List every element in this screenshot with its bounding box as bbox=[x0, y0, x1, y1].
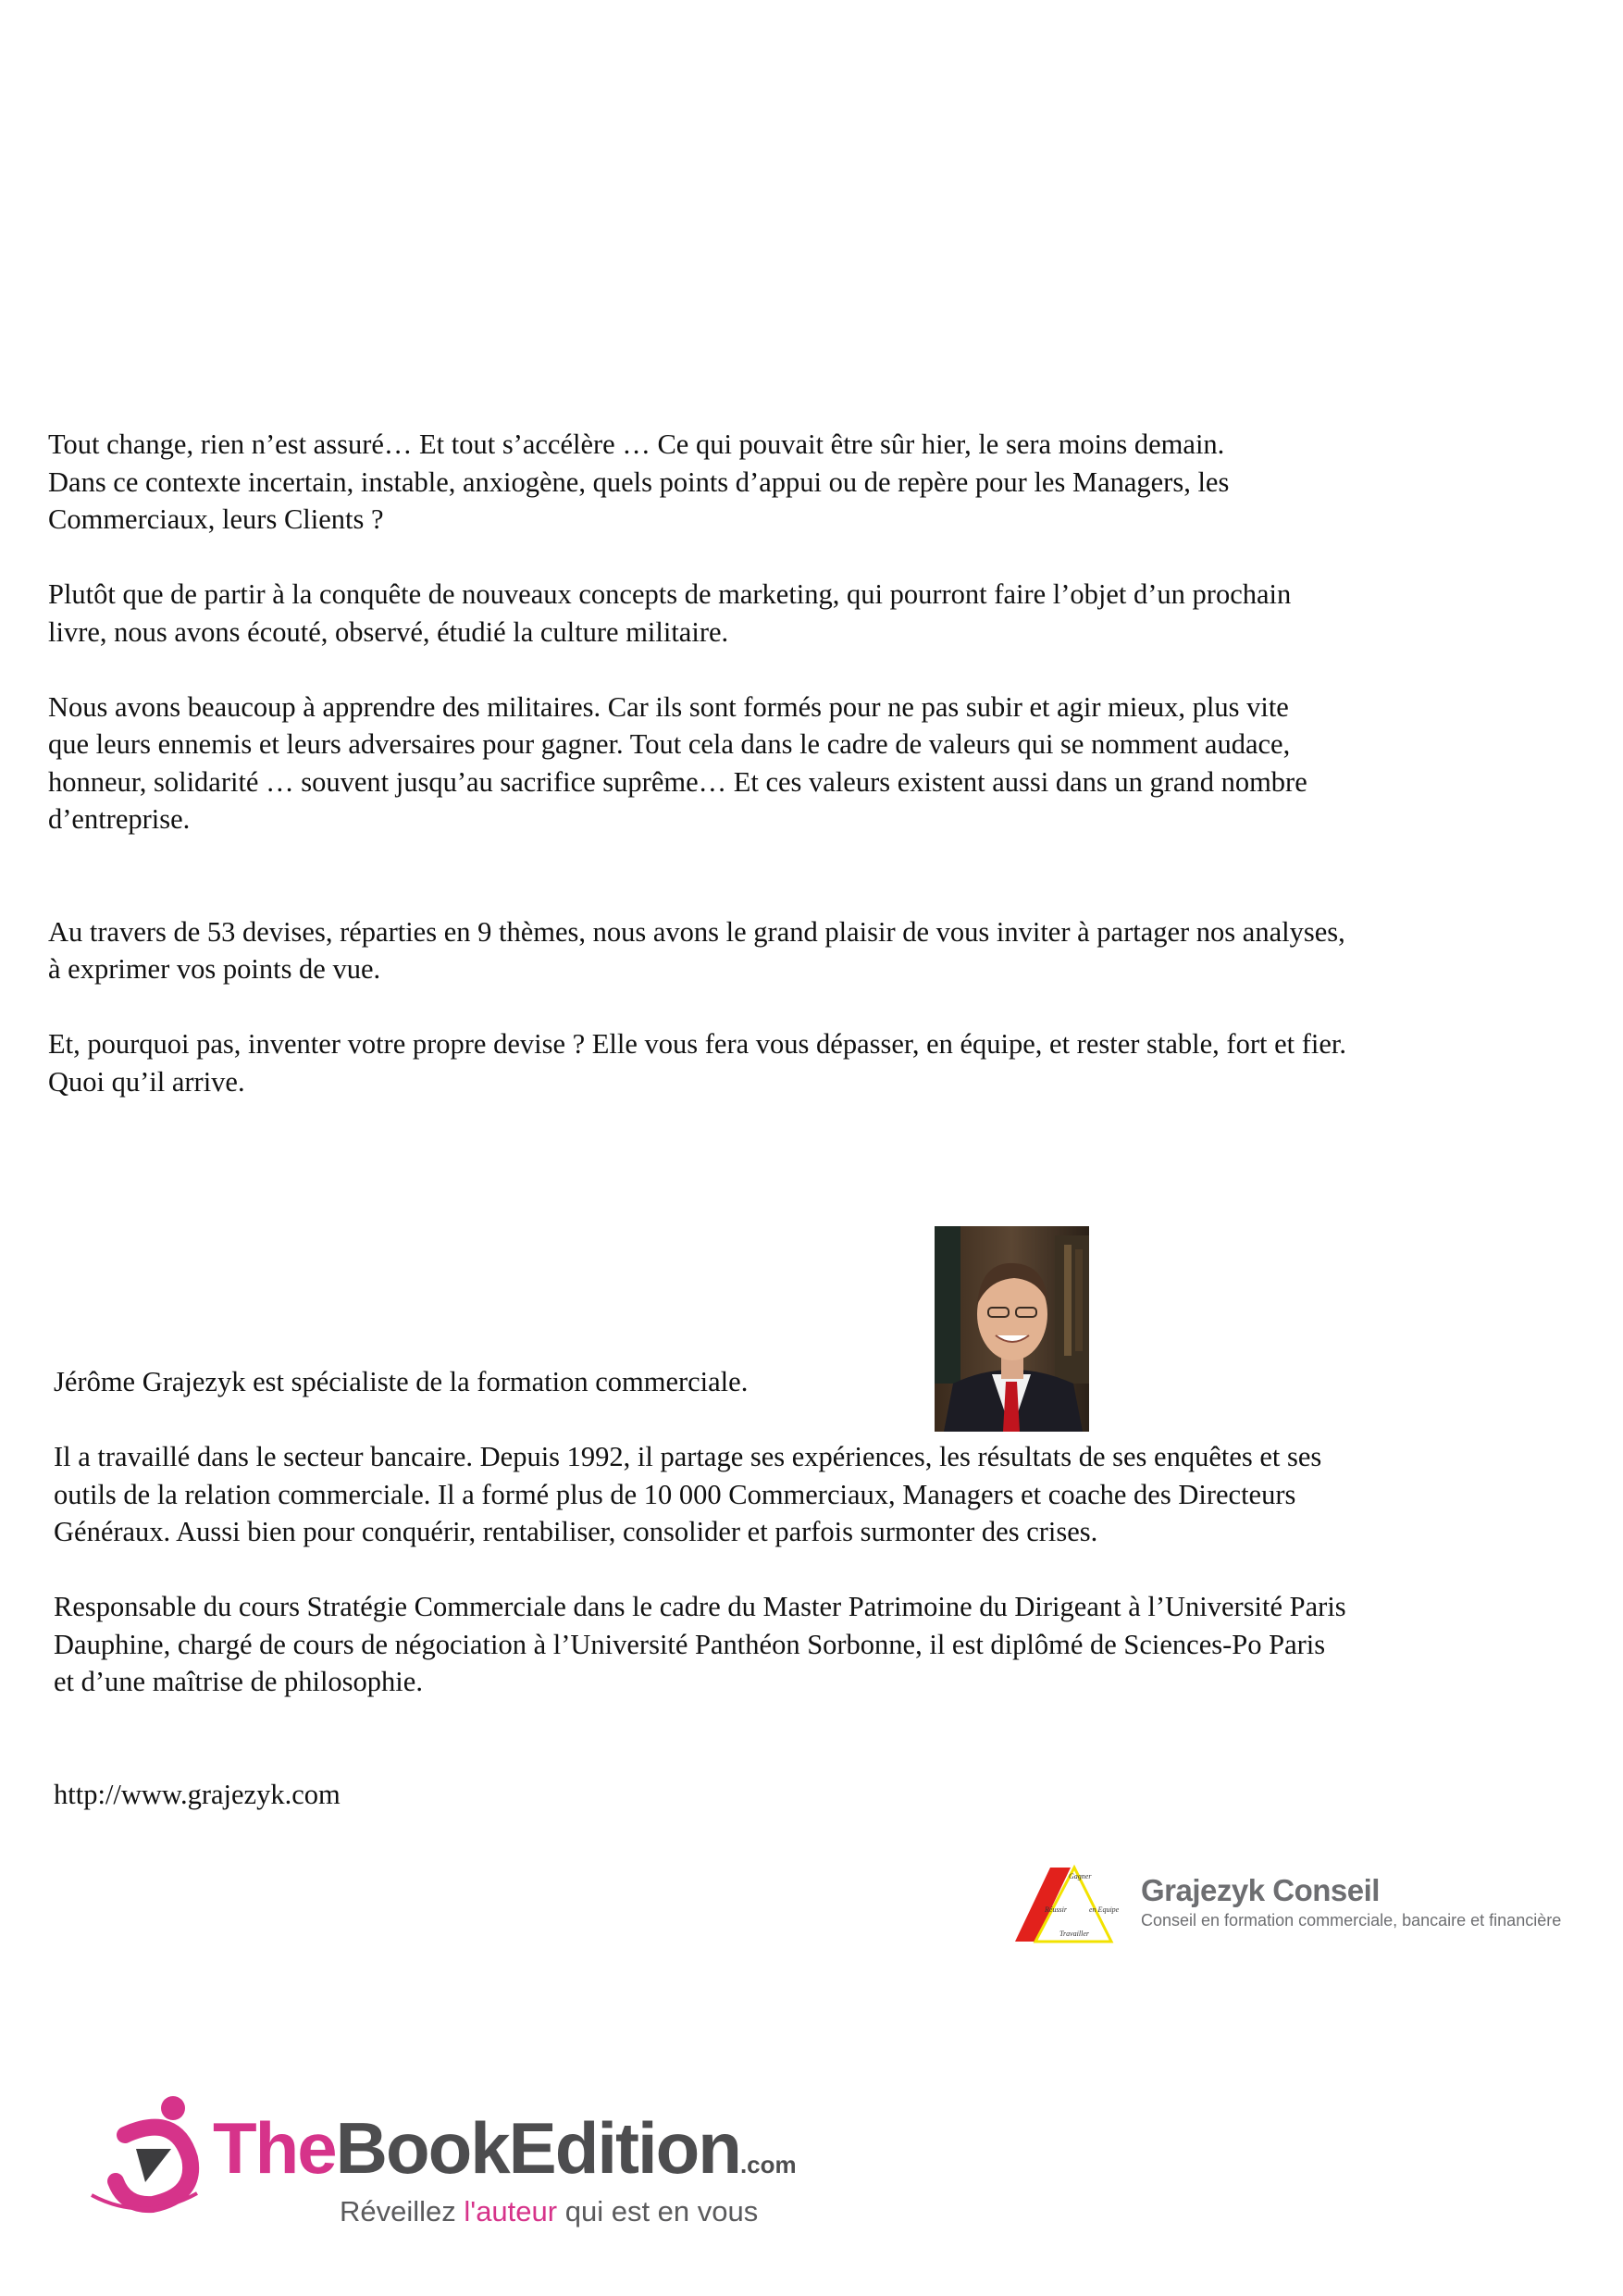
thebookedition-logo bbox=[88, 2093, 847, 2241]
publisher-wordmark bbox=[213, 2107, 797, 2189]
reader-figure-icon bbox=[88, 2093, 208, 2218]
blurb-paragraph-5: Et, pourquoi pas, inventer votre propre devise ? Elle vous fera vous dépasser, en équipe, et rester stable, fort et fier. Quoi qu’il arrive. bbox=[48, 1028, 1346, 1098]
consulting-brand-name: Grajezyk Conseil bbox=[1141, 1873, 1380, 1907]
svg-text:Gagner: Gagner bbox=[1069, 1872, 1092, 1880]
svg-text:en Equipe: en Equipe bbox=[1089, 1905, 1120, 1914]
author-website-link[interactable]: http://www.grajezyk.com bbox=[54, 1778, 341, 1810]
bio-paragraph-3: Responsable du cours Stratégie Commerciale dans le cadre du Master Patrimoine du Dirigeant à l’Université Paris Dauphine, chargé de cours de négociation à l’Université Panthéon Sorbonne, il est diplômé de Sciences-Po Paris et d’une maîtrise de philosophie. bbox=[54, 1591, 1346, 1697]
bio-paragraph-1: Jérôme Grajezyk est spécialiste de la formation commerciale. bbox=[54, 1366, 749, 1397]
svg-text:Travailler: Travailler bbox=[1059, 1930, 1090, 1938]
slogan-end: qui est en vous bbox=[557, 2195, 759, 2228]
slogan-start: Réveillez bbox=[340, 2195, 465, 2228]
consulting-tagline: Conseil en formation commerciale, bancaire et financière bbox=[1141, 1911, 1562, 1930]
author-bio bbox=[54, 1363, 1534, 1813]
blurb-paragraph-4: Au travers de 53 devises, réparties en 9 thèmes, nous avons le grand plaisir de vous inviter à partager nos analyses, à exprimer vos points de vue. bbox=[48, 915, 1345, 985]
blurb-paragraph-1: Tout change, rien n’est assuré… Et tout s’accélère … Ce qui pouvait être sûr hier, le sera moins demain. Dans ce contexte incertain, instable, anxiogène, quels points d’appui ou de repère pour les Managers, les Commerciaux, leurs Clients ? bbox=[48, 428, 1230, 535]
blurb-paragraph-2: Plutôt que de partir à la conquête de nouveaux concepts de marketing, qui pourront faire l’objet d’un prochain livre, nous avons écouté, observé, étudié la culture militaire. bbox=[48, 578, 1292, 648]
publisher-slogan bbox=[340, 2195, 758, 2228]
slogan-highlight: l'auteur bbox=[464, 2195, 558, 2228]
wordmark-domain: .com bbox=[739, 2151, 797, 2178]
grajezyk-conseil-logo bbox=[1013, 1860, 1587, 1948]
bio-paragraph-2: Il a travaillé dans le secteur bancaire. Depuis 1992, il partage ses expériences, les résultats de ses enquêtes et ses outils de la relation commerciale. Il a formé plus de 10 000 Commerciaux, Managers et coache des Directeurs Généraux. Aussi bien pour conquérir, rentabiliser, consolider et parfois surmonter des crises. bbox=[54, 1441, 1322, 1547]
wordmark-the: The bbox=[213, 2107, 336, 2189]
back-cover-blurb bbox=[48, 426, 1547, 1100]
svg-text:Réussir: Réussir bbox=[1045, 1905, 1067, 1914]
triangle-logo-icon bbox=[1013, 1860, 1134, 1948]
blurb-paragraph-3: Nous avons beaucoup à apprendre des militaires. Car ils sont formés pour ne pas subir et agir mieux, plus vite que leurs ennemis et leurs adversaires pour gagner. Tout cela dans le cadre de valeurs qui se nomment audace, honneur, solidarité … souvent jusqu’au sacrifice suprême… Et ces valeurs existent aussi dans un grand nombre d’entreprise. bbox=[48, 690, 1307, 835]
wordmark-bookedition: BookEdition bbox=[335, 2107, 740, 2189]
